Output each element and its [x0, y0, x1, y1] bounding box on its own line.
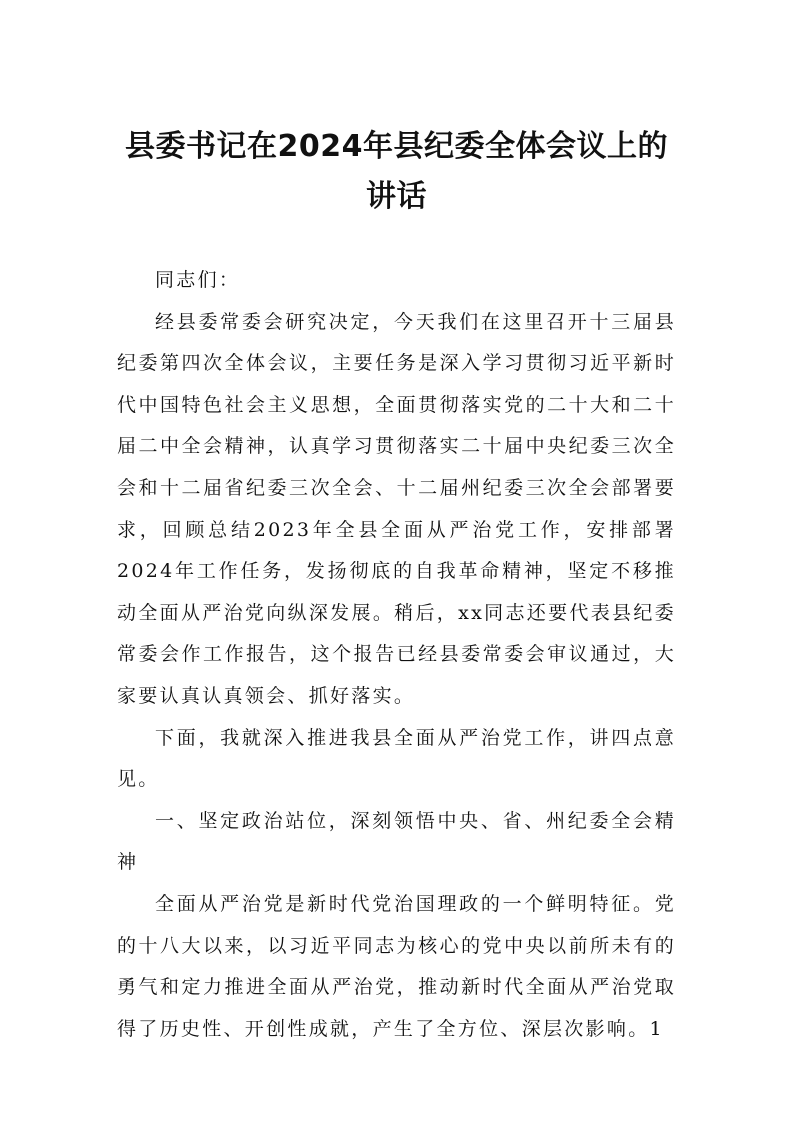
document-body [117, 260, 676, 1050]
section-1-paragraph: 全面从严治党是新时代党治国理政的一个鲜明特征。党的十八大以来，以习近平同志为核心的党中央以前所未有的勇气和定力推进全面从严治党，推动新时代全面从严治党取得了历史性、开创性成就，产生了全方位、深层次影响。1 [117, 892, 676, 1040]
salutation-paragraph: 同志们： [155, 269, 241, 291]
intro-paragraph: 下面，我就深入推进我县全面从严治党工作，讲四点意见。 [117, 726, 676, 791]
section-heading-1: 一、坚定政治站位，深刻领悟中央、省、州纪委全会精神 [117, 809, 676, 874]
document-title: 县委书记在2024年县纪委全体会议上的讲话 [125, 129, 668, 214]
opening-paragraph: 经县委常委会研究决定，今天我们在这里召开十三届县纪委第四次全体会议，主要任务是深入学习贯彻习近平新时代中国特色社会主义思想，全面贯彻落实党的二十大和二十届二中全会精神，认真学习贯彻落实二十届中央纪委三次全会和十二届省纪委三次全会、十二届州纪委三次全会部署要求，回顾总结2023年全县全面从严治党工作，安排部署2024年工作任务，发扬彻底的自我革命精神，坚定不移推动全面从严治党向纵深发展。稍后，xx同志还要代表县纪委常委会作工作报告，这个报告已经县委常委会审议通过，大家要认真认真领会、抓好落实。 [117, 310, 676, 707]
